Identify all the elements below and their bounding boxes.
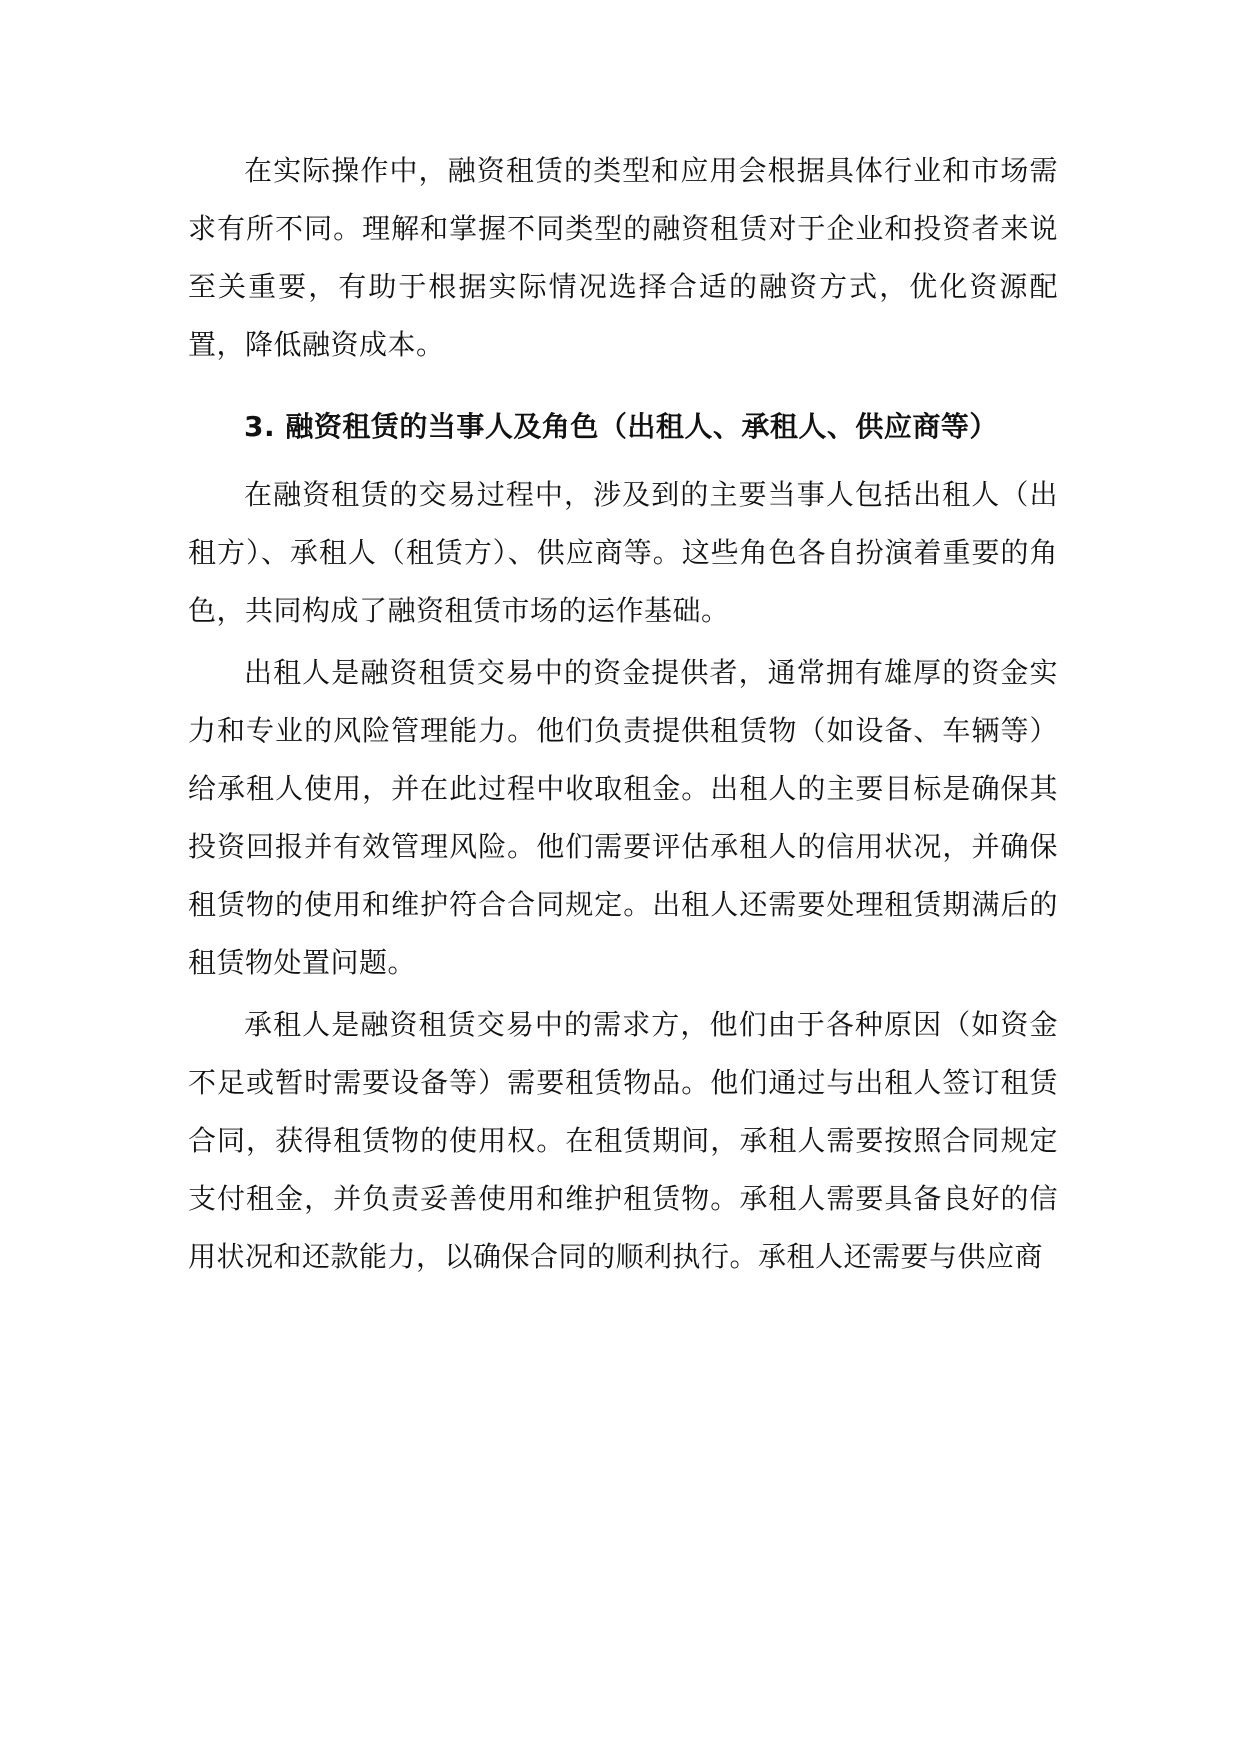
paragraph: 在实际操作中，融资租赁的类型和应用会根据具体行业和市场需求有所不同。理解和掌握不同类型的融资租赁对于企业和投资者来说至关重要，有助于根据实际情况选择合适的融资方式，优化资源配置，降低融资成本。 xyxy=(188,154,1058,361)
paragraph: 出租人是融资租赁交易中的资金提供者，通常拥有雄厚的资金实力和专业的风险管理能力。他们负责提供租赁物（如设备、车辆等）给承租人使用，并在此过程中收取租金。出租人的主要目标是确保其投资回报并有效管理风险。他们需要评估承租人的信用状况，并确保租赁物的使用和维护符合合同规定。出租人还需要处理租赁期满后的租赁物处置问题。 xyxy=(188,656,1058,979)
section-heading: 3. 融资租赁的当事人及角色（出租人、承租人、供应商等） xyxy=(244,410,998,443)
document-body xyxy=(188,142,1058,1290)
paragraph: 承租人是融资租赁交易中的需求方，他们由于各种原因（如资金不足或暂时需要设备等）需要租赁物品。他们通过与出租人签订租赁合同，获得租赁物的使用权。在租赁期间，承租人需要按照合同规定支付租金，并负责妥善使用和维护租赁物。承租人需要具备良好的信用状况和还款能力，以确保合同的顺利执行。承租人还需要与供应商 xyxy=(188,1008,1058,1273)
paragraph: 在融资租赁的交易过程中，涉及到的主要当事人包括出租人（出租方）、承租人（租赁方）、供应商等。这些角色各自扮演着重要的角色，共同构成了融资租赁市场的运作基础。 xyxy=(188,478,1058,627)
